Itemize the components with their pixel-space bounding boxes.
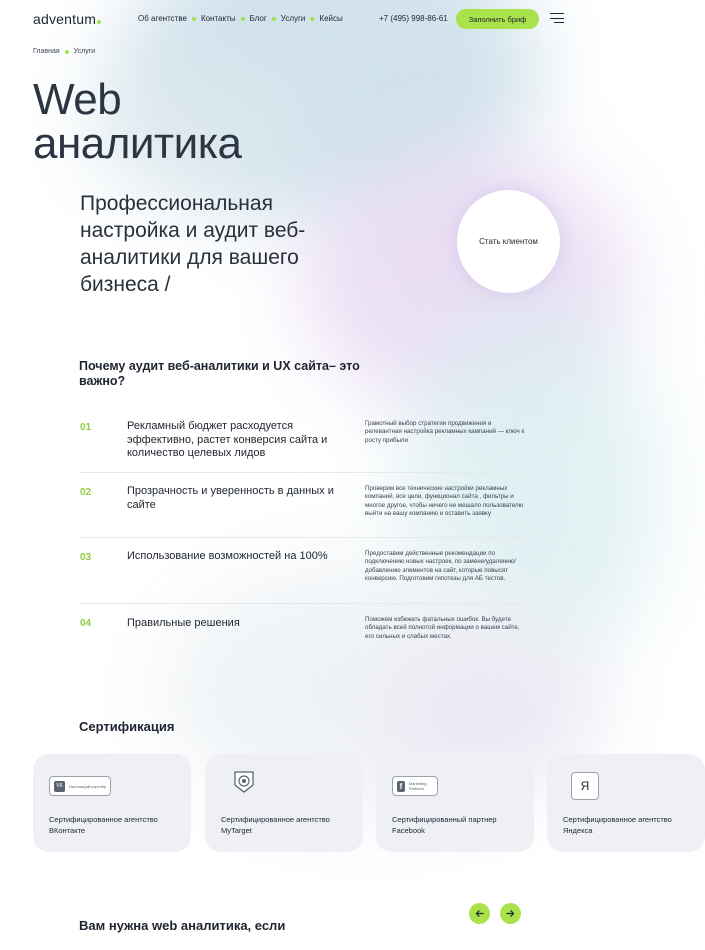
breadcrumb-home[interactable]: Главная	[33, 48, 60, 55]
why-heading: Почему аудит веб-аналитики и UX сайта– это важно?	[79, 359, 360, 388]
vk-certificate-icon: VK Настоящий партнёр	[49, 776, 111, 796]
menu-icon[interactable]	[550, 13, 564, 23]
reason-description: Поможем избежать фатальных ошибок. Вы будете обладать всей полнотой информации о вашем сайте, его сильных и слабых местах.	[365, 616, 520, 640]
cert-label: Сертифицированное агентство MyTarget	[221, 815, 330, 835]
cert-card-mytarget[interactable]	[205, 754, 363, 852]
list-item	[79, 473, 529, 538]
nav-item-services[interactable]: Услуги	[280, 14, 306, 23]
reason-number: 04	[80, 618, 92, 629]
cert-label: Сертифицированное агентство Яндекса	[563, 815, 672, 835]
carousel-prev-button[interactable]	[469, 903, 490, 924]
list-item	[79, 604, 529, 654]
reason-number: 03	[80, 552, 92, 563]
nav-item-cases[interactable]: Кейсы	[319, 14, 343, 23]
page-title-line1: Web	[33, 75, 122, 124]
main-nav	[138, 14, 343, 23]
breadcrumb	[33, 48, 95, 55]
cert-card-yandex[interactable]	[547, 754, 705, 852]
reasons-list	[79, 408, 529, 654]
cert-label: Сертифицированный партнер Facebook	[392, 815, 497, 835]
list-item	[79, 538, 529, 604]
breadcrumb-services[interactable]: Услуги	[73, 48, 96, 55]
mytarget-badge-icon	[231, 772, 257, 792]
need-analytics-heading: Вам нужна web аналитика, если	[79, 918, 286, 933]
carousel-next-button[interactable]	[500, 903, 521, 924]
phone-link[interactable]: +7 (495) 998-86-61	[379, 14, 448, 23]
reason-title: Прозрачность и уверенность в данных и сайте	[127, 485, 334, 511]
logo[interactable]: adventum	[33, 11, 101, 27]
facebook-partner-icon: f Marketing Partners	[392, 776, 438, 796]
reason-description: Предоставим действенные рекомендации по подключению новых настроек, по замене/удалению/добавлению элементов на сайт, которые повысят конверсию. Подготовим гипотезы для АБ тестов.	[365, 550, 517, 583]
reason-title: Правильные решения	[127, 617, 240, 629]
reason-number: 02	[80, 487, 92, 498]
nav-item-contacts[interactable]: Контакты	[200, 14, 236, 23]
arrow-right-icon	[506, 909, 515, 918]
certification-heading: Сертификация	[79, 719, 175, 734]
cert-card-vk[interactable]	[33, 754, 191, 852]
fill-brief-button[interactable]: Заполнить бриф	[456, 9, 539, 29]
cert-label: Сертифицированное агентство ВКонтакте	[49, 815, 158, 835]
reason-description: Проверим все технические настройки рекламных компаний, все цели, функционал сайта , фильтры и многое другое, чтобы ничего не мешало пользователю выйти на вашу компанию и оставить заявку	[365, 485, 524, 518]
nav-item-blog[interactable]: Блог	[249, 14, 267, 23]
page-title-line2: аналитика	[33, 119, 242, 168]
hero-subtitle: Профессиональная настройка и аудит веб-аналитики для вашего бизнеса /	[80, 192, 306, 296]
arrow-left-icon	[475, 909, 484, 918]
reason-description: Грамотный выбор стратегии продвижения и релевантная настройка рекламных кампаний — ключ к росту прибыли	[365, 420, 525, 444]
yandex-badge-icon: Я	[571, 772, 599, 800]
become-client-button[interactable]: Стать клиентом	[457, 190, 560, 293]
reason-title: Использование возможностей на 100%	[127, 550, 328, 562]
cert-card-facebook[interactable]	[376, 754, 534, 852]
reason-title: Рекламный бюджет расходуется эффективно, растет конверсия сайта и количество целевых лидов	[127, 420, 328, 459]
site-header	[0, 0, 600, 38]
page-title	[33, 75, 242, 168]
nav-item-about[interactable]: Об агентстве	[138, 14, 187, 23]
certification-carousel	[33, 754, 672, 852]
list-item	[79, 408, 529, 473]
reason-number: 01	[80, 422, 92, 433]
